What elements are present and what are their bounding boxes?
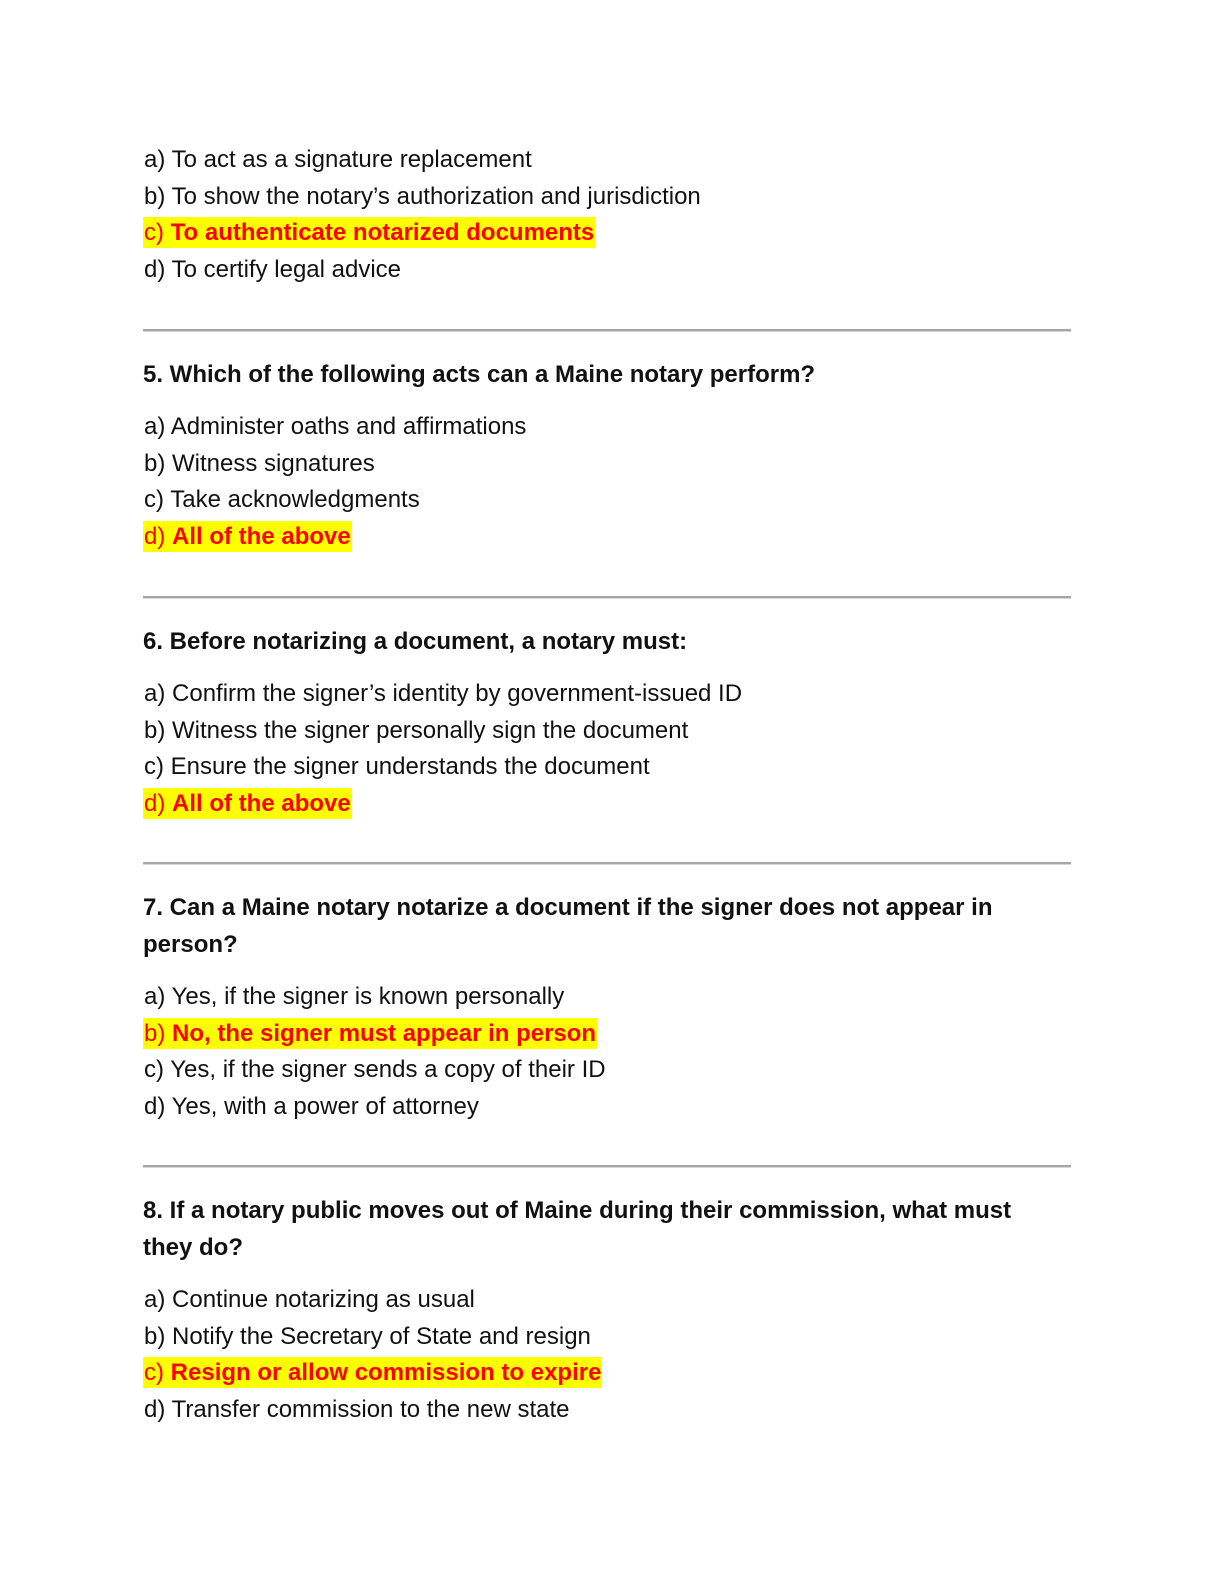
answer-option: [143, 1052, 1071, 1089]
option-text: Continue notarizing as usual: [172, 1286, 475, 1313]
options-list-7: [143, 979, 1071, 1125]
question-text: 7. Can a Maine notary notarize a document if the signer does not appear in person?: [143, 894, 993, 958]
question-text: 6. Before notarizing a document, a notary must:: [143, 628, 688, 655]
answer-option: [143, 446, 1071, 483]
option-text: Take acknowledgments: [170, 486, 420, 513]
answer-option: [143, 1319, 1071, 1356]
question-block-6: [143, 624, 1071, 661]
answer-option: [143, 1392, 1071, 1429]
correct-answer-option: [143, 1016, 1071, 1053]
correct-answer-option: [143, 215, 1071, 252]
option-text: To act as a signature replacement: [171, 146, 532, 173]
option-text: Witness signatures: [172, 449, 375, 477]
option-text: No, the signer must appear in person: [172, 1019, 597, 1047]
option-letter: c): [144, 219, 164, 246]
option-letter: d): [144, 1092, 166, 1120]
option-letter: a): [144, 413, 166, 440]
option-letter: c): [144, 1359, 164, 1386]
options-list-5: [143, 409, 1071, 555]
answer-option: [143, 713, 1071, 750]
correct-answer-option: [143, 1355, 1071, 1392]
question-block-8: [143, 1193, 1043, 1266]
options-list-6: [143, 676, 1071, 822]
option-letter: b): [144, 449, 166, 477]
option-text: Transfer commission to the new state: [171, 1395, 570, 1423]
answer-option: [143, 142, 1071, 179]
section-divider: [143, 596, 1071, 599]
option-letter: c): [144, 753, 164, 780]
answer-option: [143, 1089, 1071, 1126]
option-letter: c): [144, 1056, 164, 1083]
option-letter: c): [144, 486, 164, 513]
option-letter: b): [144, 716, 166, 744]
option-text: Resign or allow commission to expire: [170, 1359, 602, 1386]
answer-option: [143, 676, 1071, 713]
option-letter: d): [144, 1395, 166, 1423]
option-letter: d): [144, 255, 166, 283]
option-text: Witness the signer personally sign the document: [172, 716, 689, 744]
section-divider: [143, 329, 1071, 332]
option-text: Yes, if the signer sends a copy of their ID: [170, 1056, 606, 1083]
option-letter: a): [144, 983, 166, 1010]
option-letter: b): [144, 1322, 166, 1350]
answer-option: [143, 749, 1071, 786]
correct-answer-option: [143, 786, 1071, 823]
section-divider: [143, 862, 1071, 865]
option-letter: d): [144, 522, 166, 550]
option-letter: b): [144, 1019, 166, 1047]
answer-option: [143, 482, 1071, 519]
answer-option: [143, 979, 1071, 1016]
option-letter: d): [144, 789, 166, 817]
answer-option: [143, 252, 1071, 289]
option-text: Notify the Secretary of State and resign: [172, 1322, 591, 1350]
options-list-8: [143, 1282, 1071, 1428]
option-text: To certify legal advice: [171, 255, 402, 283]
section-divider: [143, 1165, 1071, 1168]
question-block-4: [143, 142, 1071, 288]
option-text: Administer oaths and affirmations: [170, 413, 527, 440]
option-text: Confirm the signer’s identity by government-issued ID: [172, 680, 743, 707]
question-text: 5. Which of the following acts can a Maine notary perform?: [143, 361, 816, 388]
option-text: Yes, with a power of attorney: [171, 1092, 479, 1120]
option-text: To authenticate notarized documents: [170, 219, 595, 246]
question-text: 8. If a notary public moves out of Maine during their commission, what must they do?: [143, 1197, 1012, 1261]
correct-answer-option: [143, 519, 1071, 556]
option-text: To show the notary’s authorization and jurisdiction: [171, 182, 701, 210]
answer-option: [143, 1282, 1071, 1319]
question-block-7: [143, 890, 1023, 963]
question-block-5: [143, 357, 1071, 394]
option-text: All of the above: [172, 789, 351, 817]
option-text: All of the above: [172, 522, 351, 550]
option-text: Ensure the signer understands the document: [170, 753, 650, 780]
answer-option: [143, 409, 1071, 446]
answer-option: [143, 179, 1071, 216]
option-letter: a): [144, 680, 166, 707]
option-letter: b): [144, 182, 166, 210]
option-letter: a): [144, 1286, 166, 1313]
option-letter: a): [144, 146, 166, 173]
option-text: Yes, if the signer is known personally: [171, 983, 565, 1010]
